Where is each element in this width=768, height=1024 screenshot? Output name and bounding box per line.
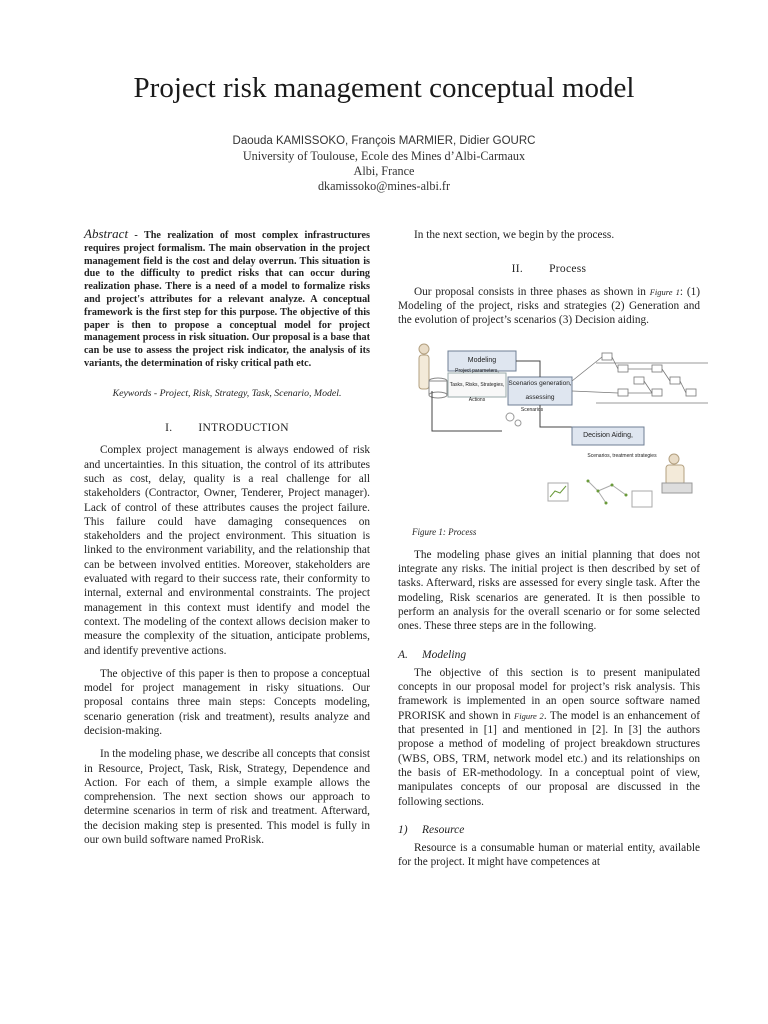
abstract [84, 228, 370, 371]
figure-caption: Figure 1: Process [412, 527, 477, 538]
keywords: Keywords - Project, Risk, Strategy, Task, Scenario, Model. [112, 387, 342, 399]
proposal-paragraph: Our proposal consists in three phases as shown in Figure 1: (1) Modeling of the project, risks and strategies (2) Generation and the evolution of project’s scenarios (3) Decision aiding. [398, 285, 700, 327]
scenarios-label: Scenarios [520, 407, 544, 414]
modeling-paragraph: The objective of this section is to present manipulated concepts in our proposal model for project’s risk analysis. This framework is implemented in an open source software named PRORISK and shown in Figure 2. The model is an enhancement of that presented in [1] and mentioned in [2]. In [3] the authors propose a method of modeling of project breakdown structures (WBS, OBS, TRM, network model etc.) and its relationships on the basis of ER-methodology. In a conceptual point of view, manipulates concepts of our proposal are discussed in the following sections. [398, 666, 700, 808]
left-column [84, 228, 370, 847]
modeling-phase-paragraph: The modeling phase gives an initial planning that does not integrate any risks. The initial project is then described by set of tasks. Afterward, risks are assessed for every single task. After the modeling, Risk scenarios are generated. It is then possible to perform an analysis for the overall scenario or for some selected ones. These three steps are in the following. [398, 548, 700, 633]
section-title: INTRODUCTION [198, 422, 289, 435]
abstract-text: The realization of most complex infrastructures requires project formalism. The main observation in the project management field is the cost and delay overrun. This situation is due to the difficulty to predict risks that can occur during realization phase. There is a need of a model to formalize risks and project's attributes for a relevant analyze. A conceptual framework is the first step for this purpose. The objective of this paper is then to propose a conceptual model for project management process in risk situation. Our proposal is a base that can be use to assess the project risk indicator, the analysis of its variants, the determination of risky critical path etc. [84, 230, 370, 369]
subsection-heading-resource: 1) Resource [398, 823, 465, 836]
author-block [0, 134, 768, 194]
intro-paragraph-2: The objective of this paper is then to propose a conceptual model for project management in risky situations. Our proposal contains three main steps: Concepts modeling, scenario generation (risk and treatment), results analyze and decision-making. [84, 667, 370, 737]
subsection-heading-modeling: A. Modeling [398, 648, 467, 661]
author-names: Daouda KAMISSOKO, François MARMIER, Didier GOURC [232, 135, 536, 147]
modeling-box: Modeling [467, 357, 497, 365]
author-location: Albi, France [353, 164, 415, 178]
paper-title: Project risk management conceptual model [133, 72, 635, 104]
resource-paragraph: Resource is a consumable human or material entity, available for the project. It might have competences at [398, 842, 700, 869]
section-heading-introduction [84, 421, 370, 435]
figure-reference: Figure 2 [514, 710, 544, 721]
decision-box: Decision Aiding, [583, 432, 633, 440]
intro-paragraph-1: Complex project management is always endowed of risk and uncertainties. In this situation, the control of its attributes such as cost, delay, quality is a real challenge for all stakeholders (Contractor, Owner, Tenderer, Project manager). Lack of control of these attributes causes the project failure. This failure could have damaging consequences on stakeholders and the project environment. This situation is linked to the environment variability, and the relationship that can be between involved entities. Moreover, stakeholders are evaluated with regard to their success rate, their conformity to internal, external and environmental constraints. The project management in this context must identify and model the context. The modeling of the context allows decision maker to measure the complexity of the situation, anticipate problems, and identify preventive actions. [84, 444, 370, 657]
section-title: Process [549, 263, 587, 276]
figure-reference: Figure 1 [649, 286, 680, 297]
scenarios-box: Scenarios generation, assessing [508, 380, 572, 402]
section-number: I. [165, 422, 173, 435]
treatment-label: Scenarios, treatment strategies [587, 453, 657, 460]
section-heading-process [398, 262, 700, 276]
author-email: dkamissoko@mines-albi.fr [317, 179, 451, 193]
intro-paragraph-3: In the modeling phase, we describe all concepts that consist in Resource, Project, Task, Risk, Strategy, Dependence and Action. For each of them, a simple example allows the comprehension. The next section shows our approach to determine scenarios in term of risk and treatment. Afterward, the decision making step is presented. This model is fully in our own build software named ProRisk. [84, 748, 370, 847]
abstract-dash: - [128, 230, 144, 241]
next-section-line: In the next section, we begin by the process. [414, 229, 615, 241]
section-number: II. [511, 263, 524, 276]
parameters-box: Tasks, Risks, Strategies, Actions [449, 382, 505, 403]
author-affiliation: University of Toulouse, Ecole des Mines d’Albi-Carmaux [242, 149, 526, 163]
right-column [398, 228, 700, 870]
process-figure [412, 341, 712, 519]
abstract-label: Abstract [84, 226, 129, 241]
